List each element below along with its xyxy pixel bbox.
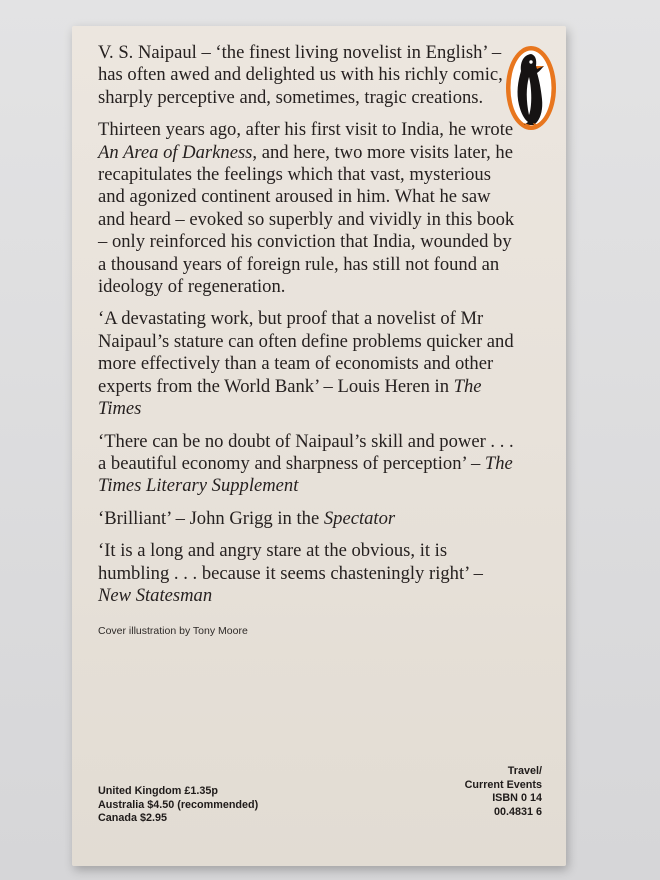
- book-title-reference: An Area of Darkness: [98, 141, 253, 163]
- price-uk: United Kingdom £1.35p: [98, 785, 218, 797]
- review-text: ‘There can be no doubt of Naipaul’s skill and power . . . a beautiful economy and sharpness of perception’ –: [98, 430, 514, 474]
- isbn-line: ISBN 0 14: [492, 792, 542, 804]
- description-text-b: , and here, two more visits later, he recapitulates the feelings which that vast, mysterious and agonized continent aroused in him. What he saw and heard – evoked so superbly and vividly in this book – only reinforced his conviction that India, wounded by a thousand years of foreign rule, has still not found an ideology of regeneration.: [98, 141, 515, 298]
- category-line: Current Events: [464, 778, 542, 791]
- price-list: [98, 785, 258, 826]
- review-text: ‘It is a long and angry stare at the obvious, it is humbling . . . because it seems chasteningly right’ –: [98, 540, 483, 584]
- category-line: Travel/: [507, 765, 542, 777]
- review-source: New Statesman: [98, 584, 213, 606]
- review-quote: [98, 431, 518, 498]
- review-quote: [98, 308, 518, 420]
- cover-credit: Cover illustration by Tony Moore: [98, 625, 248, 637]
- isbn-line: 00.4831 6: [493, 805, 542, 818]
- category-isbn-block: [465, 765, 542, 819]
- book-back-cover: [72, 26, 566, 866]
- review-source: Spectator: [323, 507, 396, 529]
- review-source: The Times Literary Supplement: [98, 452, 513, 497]
- price-canada: Canada $2.95: [98, 812, 168, 824]
- review-quote: [98, 540, 518, 607]
- review-text: ‘A devastating work, but proof that a novelist of Mr Naipaul’s stature can often define problems quicker and more effectively than a team of economists and other experts from the World Bank’ – Louis Heren in: [98, 308, 514, 397]
- review-source: The Times: [98, 375, 482, 420]
- intro-paragraph: V. S. Naipaul – ‘the finest living novelist in English’ – has often awed and delighted us with his richly comic, sharply perceptive and, sometimes, tragic creations.: [98, 42, 503, 108]
- price-australia: Australia $4.50 (recommended): [98, 798, 259, 811]
- blurb-text: [98, 42, 518, 617]
- description-text-a: Thirteen years ago, after his first visit to India, he wrote: [98, 119, 514, 141]
- review-quote: [98, 508, 518, 530]
- description-paragraph: [98, 119, 518, 298]
- review-text: ‘Brilliant’ – John Grigg in the: [98, 507, 324, 529]
